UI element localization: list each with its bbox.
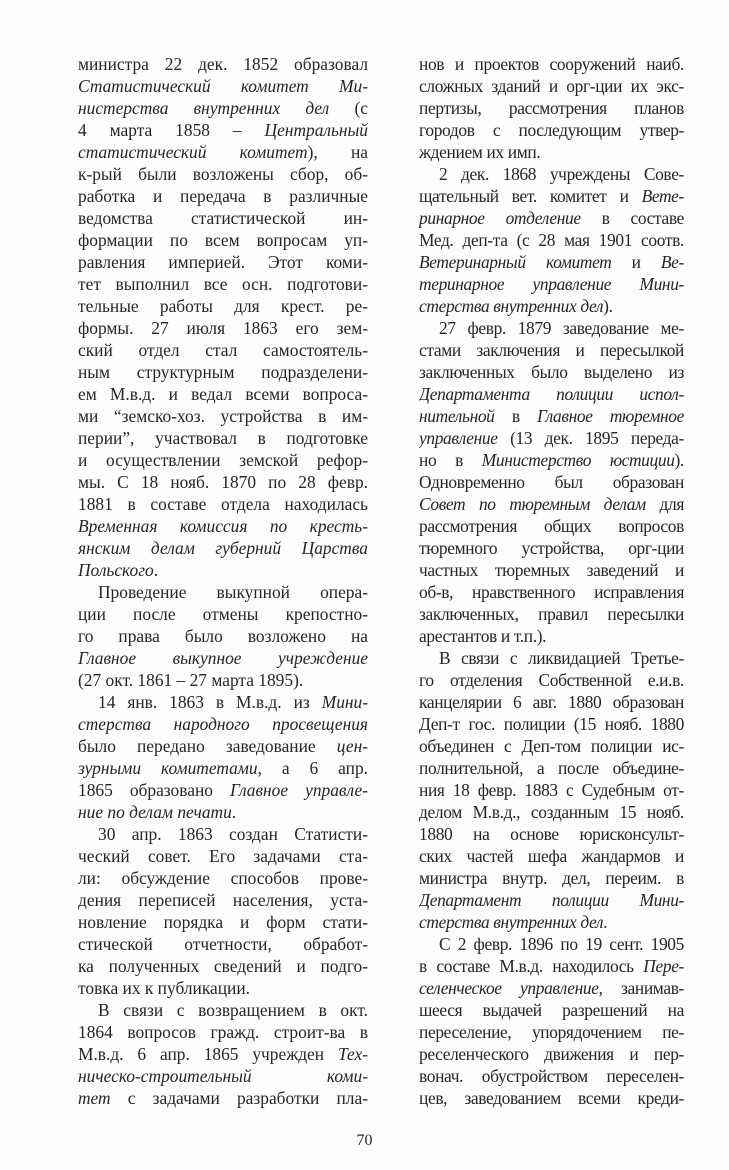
italic-term: цен- <box>336 736 368 756</box>
text-segment: перии”, участвовал в подготовке <box>78 428 368 448</box>
text-line <box>78 647 368 669</box>
text-line <box>419 207 684 229</box>
text-segment: но в <box>419 450 482 470</box>
text-line <box>419 229 684 251</box>
text-segment: министра внутр. дел, переим. в <box>419 868 684 888</box>
text-line <box>419 955 684 977</box>
text-segment: и осуществлении земской рефор- <box>78 450 368 470</box>
italic-term: Тех- <box>337 1044 368 1064</box>
text-segment: ным структурным подразделени- <box>78 362 368 382</box>
text-line <box>419 625 684 647</box>
text-segment: с задачами разработки пла- <box>110 1088 368 1108</box>
text-segment: министра 22 дек. 1852 образовал <box>78 54 368 74</box>
text-line <box>78 1065 368 1087</box>
text-line <box>419 713 684 735</box>
text-segment: ских частей шефа жандармов и <box>419 846 684 866</box>
text-line <box>419 537 684 559</box>
text-segment: канцелярии 6 авг. 1880 образован <box>419 692 684 712</box>
text-segment: го права было возложено на <box>78 626 368 646</box>
italic-term: Ветеринарный комитет <box>419 252 612 272</box>
text-line <box>419 691 684 713</box>
italic-term: ние по делам печати <box>78 802 232 822</box>
text-segment: Мед. деп-та (с 28 мая 1901 соотв. <box>419 230 684 250</box>
text-segment: В связи с возвращением в окт. <box>98 1000 368 1020</box>
text-segment: 27 февр. 1879 заведование ме- <box>439 318 684 338</box>
text-segment: новление порядка и форм стати- <box>78 912 368 932</box>
italic-term: селенческое управление <box>419 978 599 998</box>
text-line <box>78 1021 368 1043</box>
text-line <box>78 669 368 691</box>
text-line <box>78 119 368 141</box>
text-line <box>78 141 368 163</box>
text-line <box>419 933 684 955</box>
text-line <box>78 515 368 537</box>
text-line <box>419 845 684 867</box>
text-segment: Одновременно был образован <box>419 472 684 492</box>
text-segment: стической отчетности, обработ- <box>78 934 368 954</box>
text-segment: тельные работы для крест. ре- <box>78 296 368 316</box>
text-line <box>419 295 684 317</box>
italic-term: Мини- <box>321 692 368 712</box>
text-segment: Проведение выкупной опера- <box>98 582 368 602</box>
text-line <box>78 691 368 713</box>
text-segment: 2 дек. 1868 учреждены Сове- <box>439 164 684 184</box>
text-line <box>419 449 684 471</box>
text-line <box>78 449 368 471</box>
text-line <box>78 207 368 229</box>
text-line <box>419 251 684 273</box>
italic-term: стерства внутренних дел <box>419 912 604 932</box>
text-segment: заключенных, правил пересылки <box>419 604 684 624</box>
text-segment: заключенных было выделено из <box>419 362 684 382</box>
text-line <box>78 625 368 647</box>
text-line <box>78 317 368 339</box>
italic-term: Польского <box>78 560 154 580</box>
text-segment: ). <box>603 296 613 316</box>
text-segment: нов и проектов сооружений наиб. <box>419 54 684 74</box>
text-line <box>419 603 684 625</box>
text-segment: формации по всем вопросам уп- <box>78 230 368 250</box>
text-segment: делом М.в.д., созданным 15 нояб. <box>419 802 684 822</box>
text-segment: переселение, упорядочением пе- <box>419 1022 684 1042</box>
text-line <box>419 1043 684 1065</box>
text-segment: арестантов и т.п.). <box>419 626 547 646</box>
text-line <box>78 581 368 603</box>
italic-term: ринарное отделение <box>419 208 581 228</box>
text-segment: ждением их имп. <box>419 142 541 162</box>
text-line <box>419 119 684 141</box>
text-segment: ции после отмены крепостно- <box>78 604 368 624</box>
text-line <box>419 75 684 97</box>
text-segment: . <box>231 802 237 822</box>
text-line <box>419 581 684 603</box>
text-segment: реселенческого движения и пер- <box>419 1044 684 1064</box>
text-segment: частных тюремных заведений и <box>419 560 684 580</box>
italic-term: Министерство юстиции <box>481 450 675 470</box>
text-line <box>78 955 368 977</box>
text-line <box>78 779 368 801</box>
text-line <box>78 559 368 581</box>
text-line <box>419 383 684 405</box>
text-segment: формы. 27 июля 1863 его зем- <box>78 318 368 338</box>
text-segment: , занимав- <box>598 978 684 998</box>
text-segment: 1865 образовано <box>78 780 231 800</box>
text-line <box>78 383 368 405</box>
text-line <box>419 1065 684 1087</box>
text-line <box>419 141 684 163</box>
text-segment: в составе М.в.д. находилось <box>419 956 644 976</box>
italic-term: Главное выкупное учреждение <box>78 648 368 668</box>
text-segment: в <box>494 406 537 426</box>
text-line <box>419 515 684 537</box>
italic-term: стерства народного просвещения <box>78 714 368 734</box>
text-line <box>78 53 368 75</box>
text-line <box>419 647 684 669</box>
page-number: 70 <box>356 1132 373 1149</box>
text-line <box>78 823 368 845</box>
text-line <box>78 757 368 779</box>
text-line <box>78 713 368 735</box>
text-line <box>419 823 684 845</box>
text-line <box>419 185 684 207</box>
italic-term: Вете- <box>641 186 684 206</box>
text-segment: ведомства статистической ин- <box>78 208 368 228</box>
text-line <box>78 493 368 515</box>
text-line <box>419 801 684 823</box>
text-line <box>78 471 368 493</box>
text-line <box>78 845 368 867</box>
text-segment: стами заключения и пересылкой <box>419 340 684 360</box>
italic-term: Совет по тюремным делам <box>419 494 646 514</box>
text-segment: ния 18 февр. 1883 с Судебным от- <box>419 780 684 800</box>
text-line <box>78 97 368 119</box>
text-line <box>78 867 368 889</box>
italic-term: управление <box>419 428 498 448</box>
italic-term: Департамента полиции испол- <box>419 384 684 404</box>
text-segment: было передано заведование <box>78 736 337 756</box>
italic-term: Главное управле- <box>230 780 368 800</box>
italic-term: теринарное управление Мини- <box>419 274 684 294</box>
text-line <box>78 1043 368 1065</box>
text-line <box>78 163 368 185</box>
text-segment: дения переписей населения, уста- <box>78 890 368 910</box>
text-segment: ми “земско-хоз. устройства в им- <box>78 406 368 426</box>
text-segment: 1864 вопросов гражд. строит-ва в <box>78 1022 368 1042</box>
text-segment: (13 дек. 1895 переда- <box>497 428 684 448</box>
text-line <box>419 669 684 691</box>
text-line <box>419 1087 684 1109</box>
text-segment: С 2 февр. 1896 по 19 сент. 1905 <box>439 934 684 954</box>
text-segment: ческий совет. Его задачами ста- <box>78 846 368 866</box>
text-line <box>78 977 368 999</box>
italic-term: Главное тюремное <box>536 406 684 426</box>
text-line <box>78 185 368 207</box>
text-segment: ), на <box>307 142 368 162</box>
text-line <box>78 911 368 933</box>
text-line <box>78 295 368 317</box>
italic-term: Департамент полиции Мини- <box>419 890 684 910</box>
text-segment: 1881 в составе отдела находилась <box>78 494 368 514</box>
text-line <box>419 779 684 801</box>
italic-term: янским делам губерний Царства <box>78 538 368 558</box>
text-segment: цев, заведованием всеми креди- <box>419 1088 684 1108</box>
text-segment: пертизы, рассмотрения планов <box>419 98 684 118</box>
text-line <box>419 163 684 185</box>
italic-term: ническо-строительный коми- <box>78 1066 368 1086</box>
text-line <box>419 493 684 515</box>
italic-term: Пере- <box>643 956 684 976</box>
text-segment: ). <box>674 450 684 470</box>
text-line <box>78 801 368 823</box>
text-line <box>419 999 684 1021</box>
text-column-left <box>78 53 368 1109</box>
text-line <box>78 229 368 251</box>
text-line <box>78 405 368 427</box>
text-segment: щательный вет. комитет и <box>419 186 642 206</box>
text-segment: тет выполнил все осн. подготови- <box>78 274 368 294</box>
text-line <box>419 317 684 339</box>
text-segment: 4 марта 1858 – <box>78 120 265 140</box>
text-segment: вонач. обустройством переселен- <box>419 1066 684 1086</box>
text-segment: шееся выдачей разрешений на <box>419 1000 684 1020</box>
text-segment: рассмотрения общих вопросов <box>419 516 684 536</box>
italic-term: стерства внутренних дел <box>419 296 604 316</box>
text-line <box>419 559 684 581</box>
text-segment: , а 6 апр. <box>257 758 368 778</box>
italic-term: нительной <box>419 406 495 426</box>
text-line <box>78 999 368 1021</box>
text-segment: в составе <box>580 208 684 228</box>
text-segment: сложных зданий и орг-ции их экс- <box>419 76 684 96</box>
text-line <box>419 911 684 933</box>
italic-term: статистический комитет <box>78 142 308 162</box>
text-line <box>419 339 684 361</box>
text-segment: ем М.в.д. и ведал всеми вопроса- <box>78 384 368 404</box>
text-line <box>78 603 368 625</box>
italic-term: Ве- <box>660 252 684 272</box>
text-column-right <box>419 53 684 1109</box>
text-segment: 14 янв. 1863 в М.в.д. из <box>98 692 322 712</box>
text-segment: Деп-т гос. полиции (15 нояб. 1880 <box>419 714 684 734</box>
text-segment: (27 окт. 1861 – 27 марта 1895). <box>78 670 304 690</box>
text-line <box>78 1087 368 1109</box>
text-line <box>419 427 684 449</box>
text-line <box>78 427 368 449</box>
text-segment: . <box>603 912 608 932</box>
text-segment: городов с последующим утвер- <box>419 120 684 140</box>
text-segment: ка полученных сведений и подго- <box>78 956 368 976</box>
text-line <box>78 889 368 911</box>
text-segment: товка их к публикации. <box>78 978 251 998</box>
text-line <box>419 889 684 911</box>
text-segment: го отделения Собственной е.и.в. <box>419 670 684 690</box>
text-line <box>419 53 684 75</box>
text-segment: . <box>153 560 159 580</box>
text-segment: работка и передача в различные <box>78 186 368 206</box>
text-line <box>419 97 684 119</box>
italic-term: нистерства внутренних дел <box>78 98 330 118</box>
italic-term: Статистический комитет Ми- <box>78 76 368 96</box>
text-segment: объединен с Деп-том полиции ис- <box>419 736 684 756</box>
text-line <box>78 273 368 295</box>
text-line <box>419 405 684 427</box>
text-line <box>419 361 684 383</box>
text-segment: равления империей. Этот коми- <box>78 252 368 272</box>
italic-term: зурными комитетами <box>78 758 258 778</box>
text-line <box>78 339 368 361</box>
text-line <box>419 757 684 779</box>
text-line <box>419 735 684 757</box>
text-segment: полнительной, а после объедине- <box>419 758 684 778</box>
text-line <box>78 735 368 757</box>
text-segment: (с <box>329 98 368 118</box>
text-segment: 1880 на основе юрисконсульт- <box>419 824 684 844</box>
text-segment: для <box>645 494 684 514</box>
text-line <box>78 537 368 559</box>
italic-term: Центральный <box>264 120 368 140</box>
text-line <box>419 1021 684 1043</box>
text-line <box>419 867 684 889</box>
italic-term: Временная комиссия по кресть- <box>78 516 368 536</box>
text-segment: об-в, нравственного исправления <box>419 582 684 602</box>
text-segment: В связи с ликвидацией Третье- <box>439 648 684 668</box>
text-segment: к-рый были возложены сбор, об- <box>78 164 368 184</box>
text-segment: ский отдел стал самостоятель- <box>78 340 368 360</box>
text-line <box>78 75 368 97</box>
text-segment: ли: обсуждение способов прове- <box>78 868 368 888</box>
text-segment: и <box>611 252 661 272</box>
text-line <box>78 251 368 273</box>
text-line <box>78 933 368 955</box>
italic-term: тет <box>78 1088 111 1108</box>
text-segment: мы. С 18 нояб. 1870 по 28 февр. <box>78 472 368 492</box>
text-line <box>419 471 684 493</box>
text-segment: 30 апр. 1863 создан Статисти- <box>98 824 368 844</box>
text-line <box>419 273 684 295</box>
text-segment: тюремного устройства, орг-ции <box>419 538 684 558</box>
text-line <box>419 977 684 999</box>
text-line <box>78 361 368 383</box>
text-segment: М.в.д. 6 апр. 1865 учрежден <box>78 1044 338 1064</box>
